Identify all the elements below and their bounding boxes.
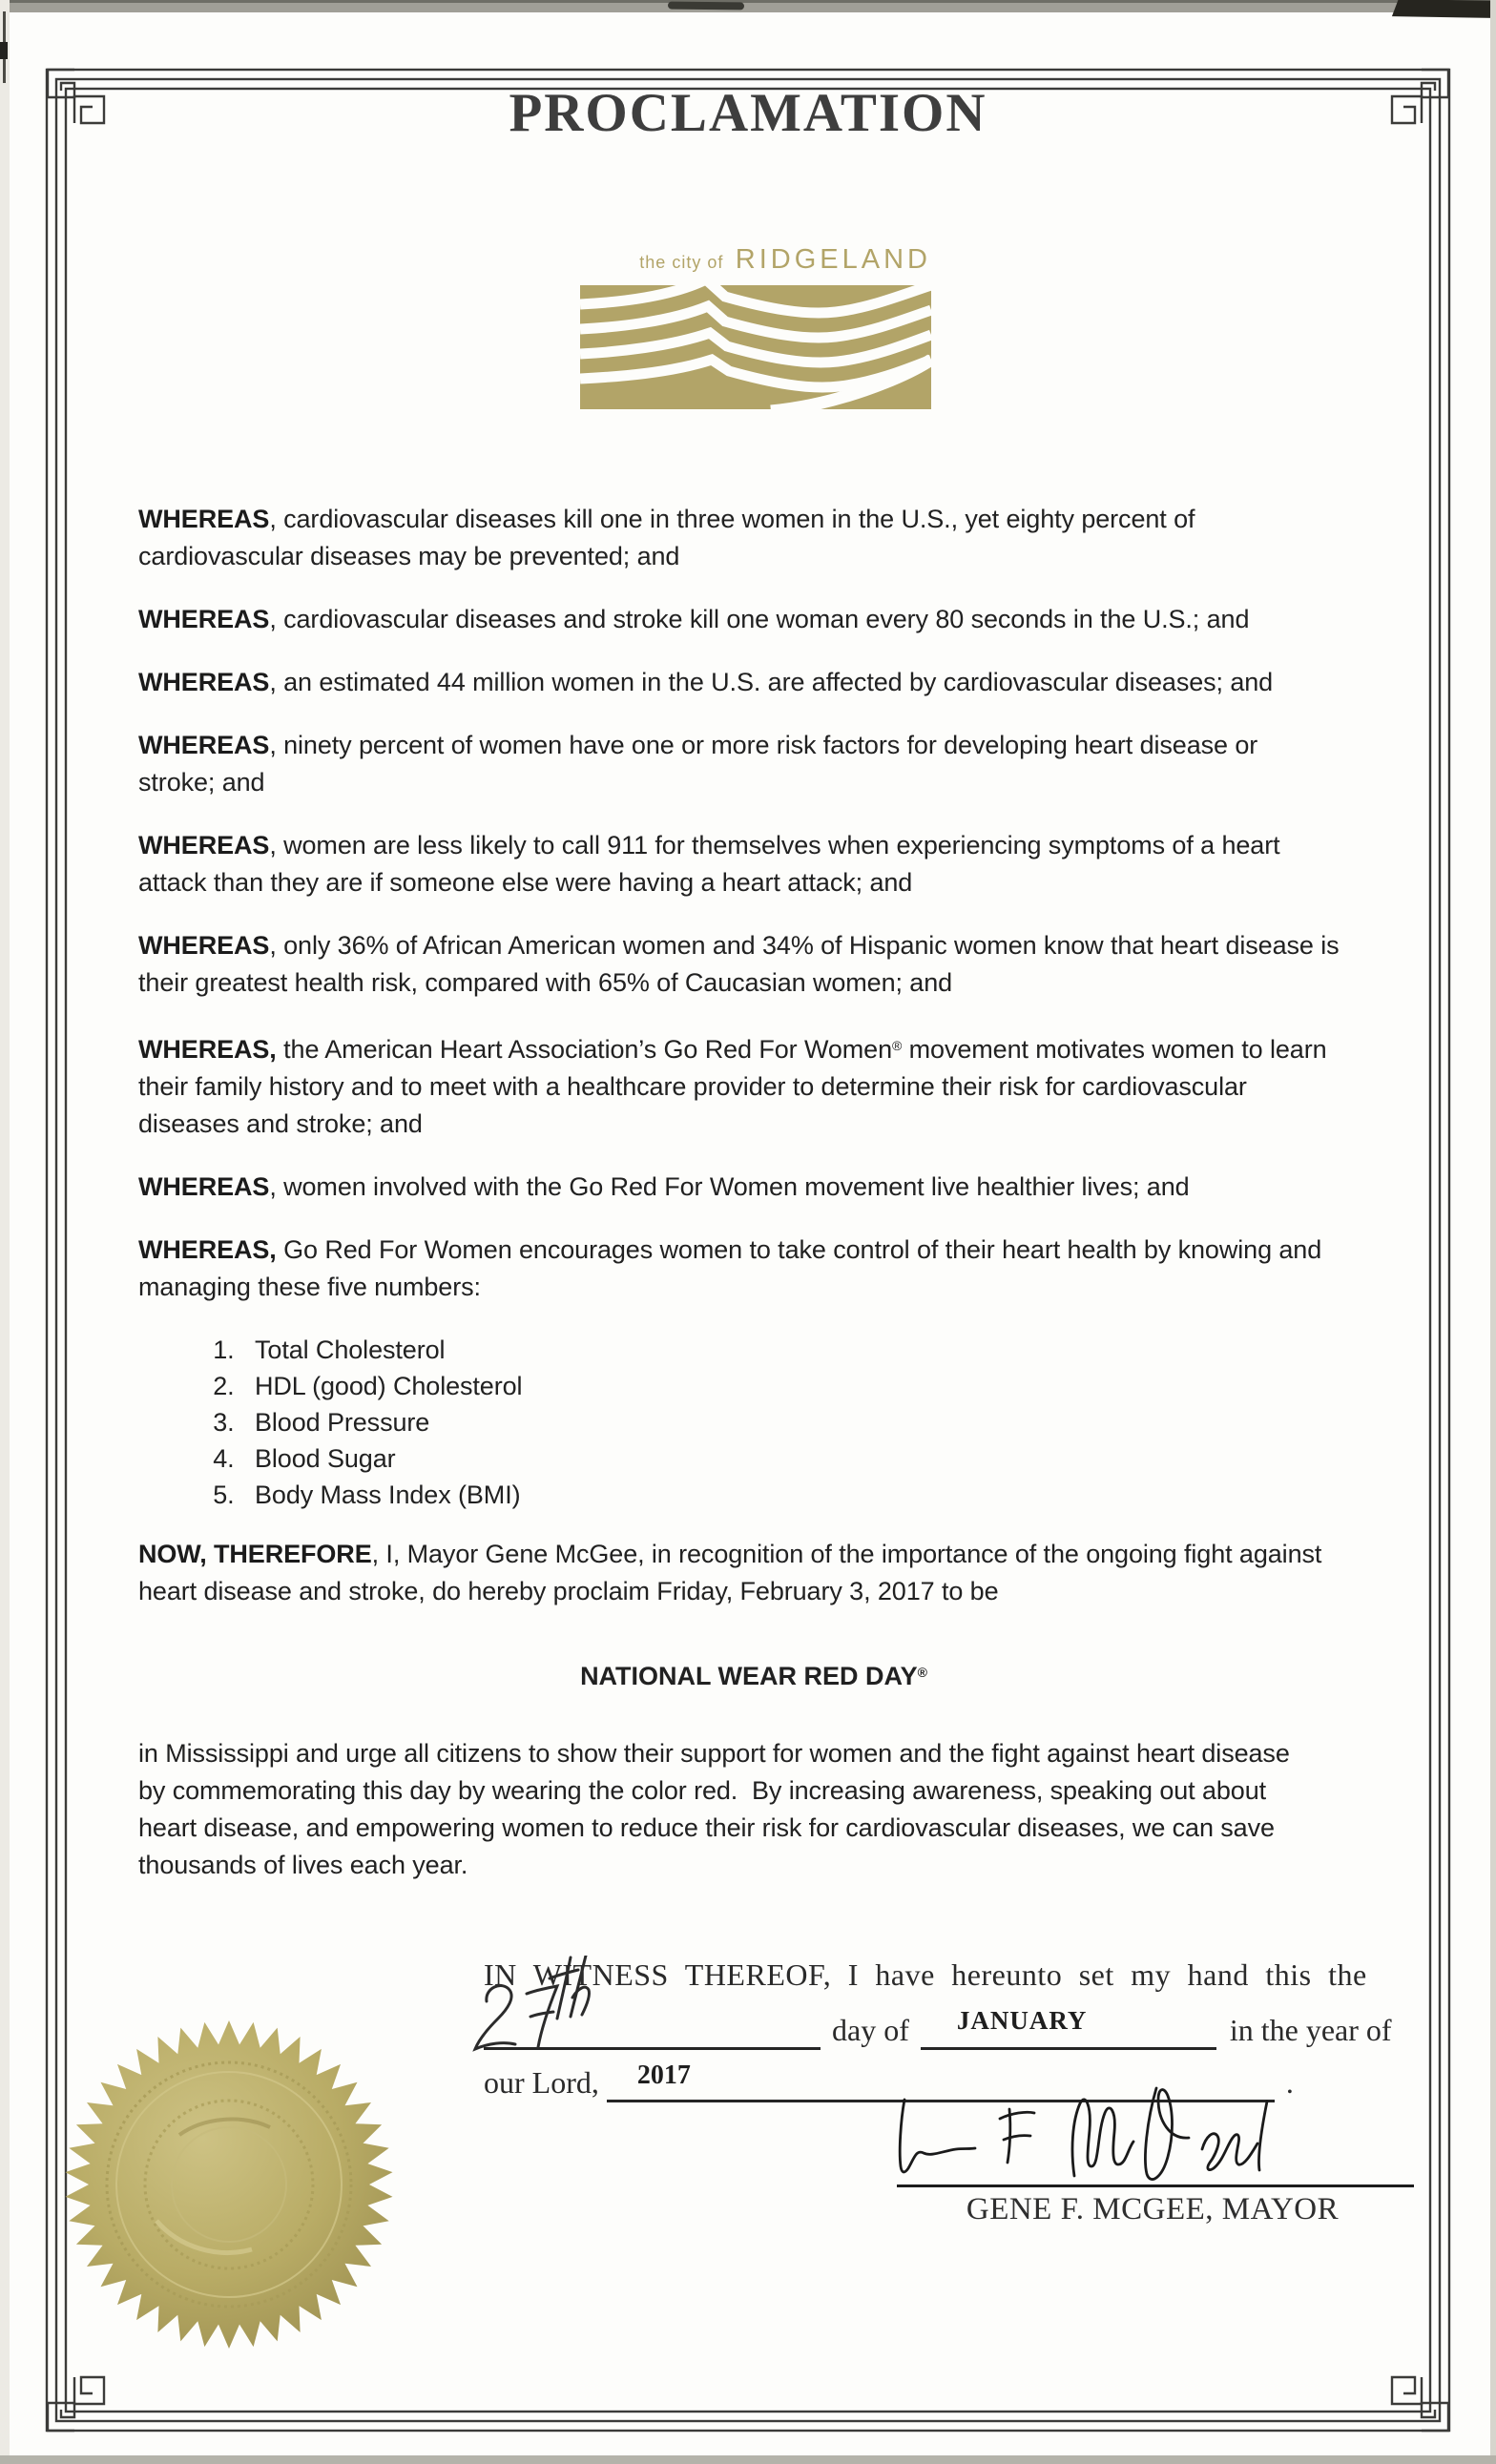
registered-mark: ®: [892, 1038, 903, 1053]
day-of-label: day of: [832, 2013, 909, 2047]
list-item: 1. Total Cholesterol: [241, 1332, 1369, 1368]
page-title: PROCLAMATION: [509, 83, 987, 143]
gold-seal: [65, 2020, 393, 2349]
our-lord-label: our Lord,: [484, 2065, 599, 2100]
proclamation-body: [138, 501, 1369, 1910]
year-of-label: in the year of: [1229, 2013, 1392, 2047]
signature-line: [897, 2184, 1414, 2187]
whereas-paragraph: WHEREAS, women involved with the Go Red For Women movement live healthier lives; and: [138, 1172, 1190, 1201]
registered-mark: ®: [917, 1665, 927, 1680]
month-value: JANUARY: [956, 2006, 1088, 2035]
whereas-paragraph: WHEREAS, an estimated 44 million women in the U.S. are affected by cardiovascular diseases; and: [138, 668, 1274, 696]
five-numbers-list: [138, 1332, 1369, 1513]
whereas-paragraph-aha: WHEREAS, the American Heart Association’s Go Red For Women® movement motivates women to learn their family history and to meet with a healthcare provider to determine their risk for cardiovascular diseases and stroke; and: [138, 1035, 1327, 1138]
city-logo-wordmark: [580, 244, 931, 276]
sentence-period: .: [1285, 2065, 1294, 2100]
list-item: 4. Blood Sugar: [241, 1440, 1369, 1477]
whereas-paragraph: WHEREAS, cardiovascular diseases kill one in three women in the U.S., yet eighty percent of cardiovascular diseases may be prevented; and: [138, 505, 1195, 570]
logo-city-name: RIDGELAND: [735, 244, 931, 275]
whereas-paragraph: WHEREAS, women are less likely to call 911 for themselves when experiencing symptoms of a heart attack than they are if someone else were having a heart attack; and: [138, 831, 1280, 897]
whereas-paragraph: WHEREAS, cardiovascular diseases and stroke kill one woman every 80 seconds in the U.S.; and: [138, 605, 1250, 633]
seal-starburst: [66, 2020, 393, 2349]
national-wear-red-day-heading: NATIONAL WEAR RED DAY®: [580, 1662, 927, 1690]
list-item: 2. HDL (good) Cholesterol: [241, 1368, 1369, 1404]
mayor-signature: [887, 2082, 1422, 2189]
ridgeland-wave-logo-icon: [580, 285, 931, 409]
list-item: 5. Body Mass Index (BMI): [241, 1477, 1369, 1513]
closing-paragraph: in Mississippi and urge all citizens to show their support for women and the fight against heart disease by commemorating this day by wearing the color red. By increasing awareness, speaking out about heart disease, and empowering women to reduce their risk for cardiovascular diseases, we can save thousands of lives each year.: [138, 1739, 1290, 1879]
list-item: 3. Blood Pressure: [241, 1404, 1369, 1440]
witness-line: IN WITNESS THEREOF, I have hereunto set my hand this the: [484, 1957, 1367, 1992]
year-value: 2017: [636, 2060, 691, 2090]
whereas-paragraph: WHEREAS, ninety percent of women have one or more risk factors for developing heart disease or stroke; and: [138, 731, 1258, 797]
logo-prefix: the city of: [639, 253, 724, 272]
whereas-paragraph: WHEREAS, Go Red For Women encourages women to take control of their heart health by knowing and managing these five numbers:: [138, 1235, 1322, 1301]
whereas-paragraph: WHEREAS, only 36% of African American women and 34% of Hispanic women know that heart disease is their greatest health risk, compared with 65% of Caucasian women; and: [138, 931, 1340, 997]
month-blank-line: [921, 2006, 1216, 2050]
now-therefore-paragraph: NOW, THEREFORE, I, Mayor Gene McGee, in recognition of the importance of the ongoing fight against heart disease and stroke, do hereby proclaim Friday, February 3, 2017 to be: [138, 1540, 1322, 1605]
signer-name: GENE F. MCGEE, MAYOR: [966, 2192, 1340, 2226]
handwritten-day-value: [458, 1956, 620, 2062]
city-logo: [580, 244, 931, 409]
